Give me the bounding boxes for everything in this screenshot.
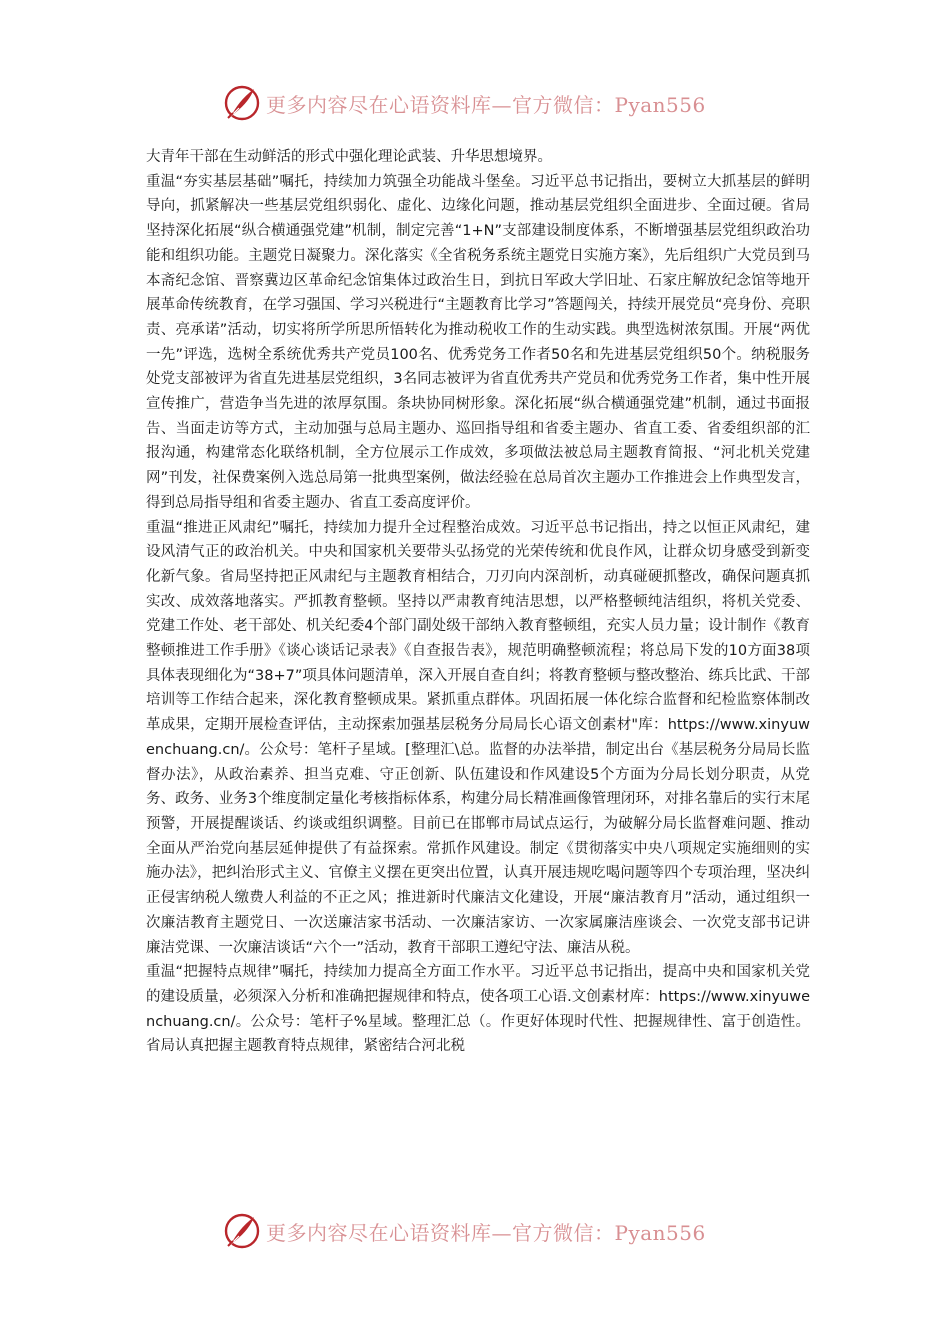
paragraph: 大青年干部在生动鲜活的形式中强化理论武装、升华思想境界。 <box>146 149 552 165</box>
quill-pen-logo-icon <box>222 1211 262 1251</box>
quill-pen-logo-icon <box>222 83 262 123</box>
watermark-text: 更多内容尽在心语资料库—官方微信：Pyan556 <box>266 1220 706 1245</box>
paragraph: 重温“推进正风肃纪”嘱托，持续加力提升全过程整治成效。习近平总书记指出，持之以恒正风肃纪，建设风清气正的政治机关。中央和国家机关要带头弘扬党的光荣传统和优良作风，让群众切身感受到新变化新气象。省局坚持把正风肃纪与主题教育相结合，刀刃向内深剖析，动真碰硬抓整改，确保问题真抓实改、成效落地落实。严抓教育整顿。坚持以严肃教育纯洁思想，以严格整顿纯洁组织，将机关党委、党建工作处、老干部处、机关纪委4个部门副处级干部纳入教育整顿组，充实人员力量；设计制作《教育整顿推进工作手册》《谈心谈话记录表》《自查报告表》，规范明确整顿流程；将总局下发的10方面38项具体表现细化为“38+7”项具体问题清单，深入开展自查自纠；将教育整顿与整改整治、练兵比武、干部培训等工作结合起来，深化教育整顿成果。紧抓重点群体。巩固拓展一体化综合监督和纪检监察体制改革成果，定期开展检查评估，主动探索加强基层税务分局局长心语文创素材"库：https://www.xinyuwenchuang.cn/。公众号：笔杆子星域。[整理汇\总。监督的办法举措，制定出台《基层税务分局局长监督办法》，从政治素养、担当克难、守正创新、队伍建设和作风建设5个方面为分局长划分职责，从党务、政务、业务3个维度制定量化考核指标体系，构建分局长精准画像管理闭环，对排名靠后的实行末尾预警，开展提醒谈话、约谈或组织调整。目前已在邯郸市局试点运行，为破解分局长监督难问题、推动全面从严治党向基层延伸提供了有益探索。常抓作风建设。制定《贯彻落实中央八项规定实施细则的实施办法》，把纠治形式主义、官僚主义摆在更突出位置，认真开展违规吃喝问题等四个专项治理，坚决纠正侵害纳税人缴费人利益的不正之风；推进新时代廉洁文化建设，开展“廉洁教育月”活动，通过组织一次廉洁教育主题党日、一次送廉洁家书活动、一次廉洁家访、一次家属廉洁座谈会、一次党支部书记讲廉洁党课、一次廉洁谈话“六个一”活动，教育干部职工遵纪守法、廉洁从税。 <box>146 519 810 956</box>
header-watermark <box>222 82 722 124</box>
paragraph: 重温“把握特点规律”嘱托，持续加力提高全方面工作水平。习近平总书记指出，提高中央和国家机关党的建设质量，必须深入分析和准确把握规律和特点，使各项工心语.文创素材库：https://www.xinyuwenchuang.cn/。公众号：笔杆子%星域。整理汇总（。作更好体现时代性、把握规律性、富于创造性。省局认真把握主题教育特点规律，紧密结合河北税 <box>146 964 810 1055</box>
document-body <box>146 145 810 1059</box>
footer-watermark <box>222 1210 722 1252</box>
watermark-text: 更多内容尽在心语资料库—官方微信：Pyan556 <box>266 92 706 117</box>
paragraph: 重温“夯实基层基础”嘱托，持续加力筑强全功能战斗堡垒。习近平总书记指出，要树立大抓基层的鲜明导向，抓紧解决一些基层党组织弱化、虚化、边缘化问题，推动基层党组织全面进步、全面过硬。省局坚持深化拓展“纵合横通强党建”机制，制定完善“1+N”支部建设制度体系，不断增强基层党组织政治功能和组织功能。主题党日凝聚力。深化落实《全省税务系统主题党日实施方案》，先后组织广大党员到马本斋纪念馆、晋察冀边区革命纪念馆集体过政治生日，到抗日军政大学旧址、石家庄解放纪念馆等地开展革命传统教育，在学习强国、学习兴税进行“主题教育比学习”答题闯关，持续开展党员“亮身份、亮职责、亮承诺”活动，切实将所学所思所悟转化为推动税收工作的生动实践。典型选树浓氛围。开展“两优一先”评选，选树全系统优秀共产党员100名、优秀党务工作者50名和先进基层党组织50个。纳税服务处党支部被评为省直先进基层党组织，3名同志被评为省直优秀共产党员和优秀党务工作者，集中性开展宣传推广，营造争当先进的浓厚氛围。条块协同树形象。深化拓展“纵合横通强党建”机制，通过书面报告、当面走访等方式，主动加强与总局主题办、巡回指导组和省委主题办、省直工委、省委组织部的汇报沟通，构建常态化联络机制，全方位展示工作成效，多项做法被总局主题教育简报、“河北机关党建网”刊发，社保费案例入选总局第一批典型案例，做法经验在总局首次主题办工作推进会上作典型发言，得到总局指导组和省委主题办、省直工委高度评价。 <box>146 173 810 511</box>
